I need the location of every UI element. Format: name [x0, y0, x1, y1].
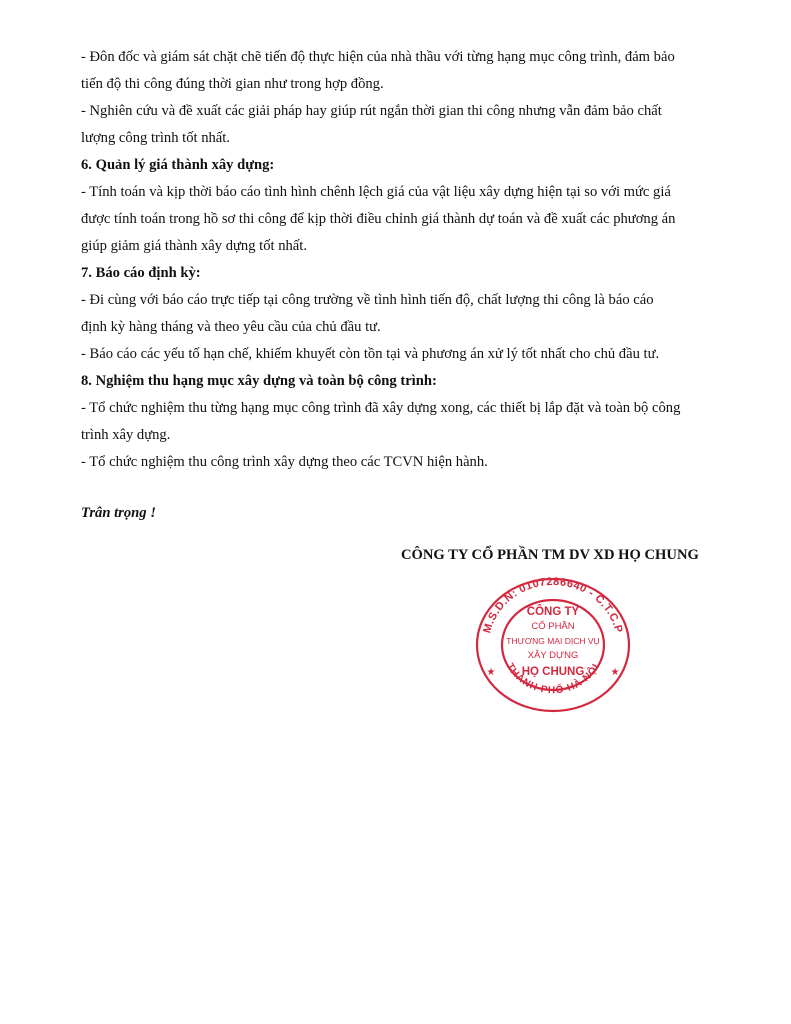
body-line: - Tổ chức nghiệm thu từng hạng mục công trình đã xây dựng xong, các thiết bị lắp đặt và toàn bộ công — [81, 400, 681, 416]
body-line: tiến độ thi công đúng thời gian như trong hợp đồng. — [81, 76, 384, 92]
body-line: - Đôn đốc và giám sát chặt chẽ tiến độ thực hiện của nhà thầu với từng hạng mục công trình, đảm bảo — [81, 49, 675, 65]
body-line: giúp giảm giá thành xây dựng tốt nhất. — [81, 238, 307, 254]
stamp-outer-top-text: M.S.D.N: 0107286640 - C.T.C.P — [481, 575, 625, 635]
body-line: - Đi cùng với báo cáo trực tiếp tại công trường về tình hình tiến độ, chất lượng thi công là báo cáo — [81, 292, 654, 308]
stamp-line-share: CỔ PHẦN — [531, 621, 575, 632]
stamp-outer-bottom-text: THÀNH PHỐ HÀ NỘI — [503, 661, 603, 697]
stamp-line-company: CÔNG TY — [526, 606, 580, 618]
body-line: - Nghiên cứu và đề xuất các giải pháp hay giúp rút ngắn thời gian thi công nhưng vẫn đảm bảo chất — [81, 103, 662, 119]
body-line: - Báo cáo các yếu tố hạn chế, khiếm khuyết còn tồn tại và phương án xử lý tốt nhất cho chủ đầu tư. — [81, 346, 660, 362]
closing-salutation: Trân trọng ! — [81, 505, 156, 521]
stamp-line-construction: XÂY DỰNG — [527, 650, 579, 661]
company-seal-stamp — [473, 575, 633, 715]
stamp-line-company-name: HỌ CHUNG — [521, 666, 585, 678]
body-line: lượng công trình tốt nhất. — [81, 130, 230, 146]
stamp-line-trade-service: THƯƠNG MẠI DỊCH VỤ — [506, 636, 600, 646]
company-signature-name: CÔNG TY CỔ PHẦN TM DV XD HỌ CHUNG — [401, 547, 699, 563]
body-line: - Tổ chức nghiệm thu công trình xây dựng theo các TCVN hiện hành. — [81, 454, 488, 470]
document-body — [81, 44, 721, 476]
body-line: định kỳ hàng tháng và theo yêu cầu của chủ đầu tư. — [81, 319, 381, 335]
stamp-left-star-icon: ★ — [486, 667, 496, 678]
body-line: - Tính toán và kịp thời báo cáo tình hình chênh lệch giá của vật liệu xây dựng hiện tại so với mức giá — [81, 184, 671, 200]
stamp-right-star-icon: ★ — [610, 667, 620, 678]
section-heading: 8. Nghiệm thu hạng mục xây dựng và toàn bộ công trình: — [81, 373, 437, 389]
body-line: được tính toán trong hồ sơ thi công để kịp thời điều chỉnh giá thành dự toán và đề xuất các phương án — [81, 211, 676, 227]
body-line: trình xây dựng. — [81, 427, 171, 443]
section-heading: 6. Quản lý giá thành xây dựng: — [81, 157, 275, 173]
section-heading: 7. Báo cáo định kỳ: — [81, 265, 201, 281]
